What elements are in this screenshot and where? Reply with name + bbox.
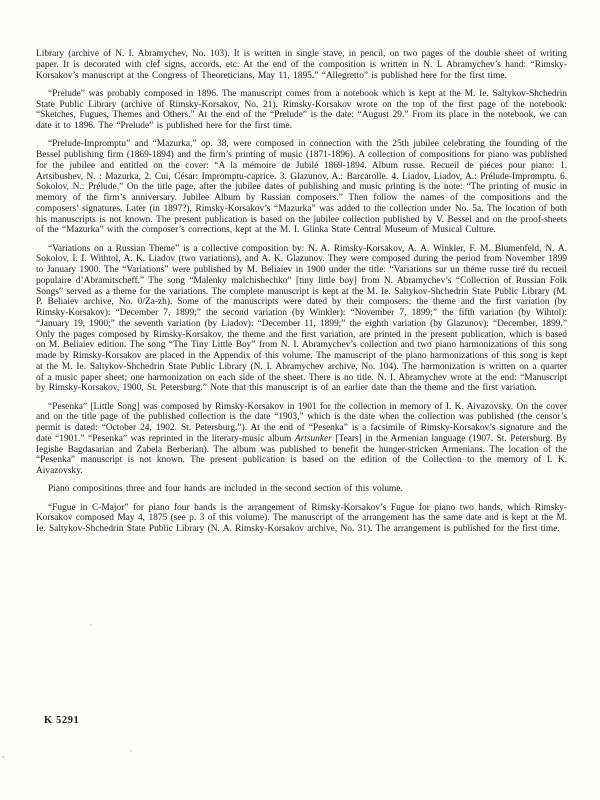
- paragraph-variations-russian-theme: “Variations on a Russian Theme” is a collective composition by: N. A. Rimsky-Korsakov, A. A. Winkler, F. M. Blumenfeld, N. A. Sokolov, I. I. Withtol, A. K. Liadov (two variations), and A. K. Glazunov. They were composed during the period from November 1899 to January 1900. The “Variations” were published by M. Beliaiev in 1900 under the title: “Variations sur un théme russe tiré du recueil populaire d’Abramitscheff.” The song “Malenky malchishechko” [tiny little boy] from N. Abramychev’s “Collection of Russian Folk Songs” served as a theme for the variations. The complete manuscript is kept at the M. Ie. Saltykov-Shchedrin State Public Library (M. P. Beliaiev archive, No. 0/Za-zh). Some of the manuscripts were dated by their composers: the theme and the first variation (by Rimsky-Korsakov): “December 7, 1899;” the second variation (by Winkler): “November 7, 1899;” the fifth variation (by Wihtol): “January 19, 1900;” the seventh variation (by Liadov): “December 11, 1899;” the eighth variation (by Glazunov): “December, 1899.” Only the pages composed by Rimsky-Korsakov, the theme and the first variation, are printed in the present publication, which is based on M. Beliaiev edition. The song “The Tiny Little Boy” from N. I. Abramychev’s collection and two piano harmonizations of this song made by Rimsky-Korsakov are placed in the Appendix of this volume. The manuscript of the piano harmonizations of this song is kept at the M. Ie. Saltykov-Shchedrin State Public Library (N. I. Abramychev archive, No. 104). The harmonization is written on a quarter of a music paper sheet; one harmonization on each side of the sheet. There is no title. N. I. Abramychev wrote at the end: “Manuscript by Rimsky-Korsakov, 1900, St. Petersburg.” Note that this manuscript is of an earlier date than the theme and the first variation.: [36, 243, 567, 394]
- plate-number: K 5291: [44, 715, 80, 726]
- paragraph-prelude: “Prelude” was probably composed in 1896. The manuscript comes from a notebook which is kept at the M. Ie. Saltykov-Shchedrin State Public Library (archive of Rimsky-Korsakov, No. 21). Rimsky-Korsakov wrote on the top of the first page of the notebook: “Sketches, Fugues, Themes and Others.” At the end of the “Prelude” is the date: “August 29.” From its place in the notebook, we can date it to 1896. The “Prelude” is published here for the first time.: [36, 88, 567, 131]
- paragraph-allegretto-continuation: Library (archive of N. I. Abramychev, No. 103). It is written in single stave, in pencil, on two pages of the double sheet of writing paper. It is decorated with clef signs, accords, etc. At the end of the composition is written in N. I. Abramychev’s hand: “Rimsky-Korsakov’s manuscript at the Congress of Theoreticians, May 11, 1895.” “Allegretto” is published here for the first time.: [36, 49, 567, 81]
- paragraph-piano-three-four-hands: Piano compositions three and four hands are included in the second section of this volume.: [48, 484, 403, 495]
- paragraph-pesenka: “Pesenka” [Little Song] was composed by Rimsky-Korsakov in 1901 for the collection in memory of I. K. Aivazovsky. On the cover and on the title page of the published collection is the date “1903,” which is the date when the collection was published (the censor’s permit is dated: “October 24, 1902. St. Petersburg.”). At the end of “Pesenka” is a facsimile of Rimsky-Korsakov’s signature and the date “1901.” “Pesenka” was reprinted in the literary-music album Artsunker [Tears] in the Armenian language (1907. St. Petersburg. By Iegishe Bagdasarian and Zabela Berberian). The album was published to benefit the hunger-stricken Armenians. The location of the “Pesenka” manuscript is not known. The present publication is based on the edition of the Collection to the memory of I. K. Aivazovsky.: [36, 401, 567, 476]
- paragraph-prelude-impromptu-mazurka: “Prelude-Impromptu” and “Mazurka,” op. 38, were composed in connection with the 25th jubilee celebrating the founding of the Bessel publishing firm (1869-1894) and the firm’s printing of music (1871-1896). A collection of compositions for piano was published for the jubilee and entitled on the cover: “A la mémoire de Jubilé 1869-1894. Album russe. Recueil de piéces pour piano: 1. Artsibushev, N. : Mazurka, 2. Cui, César: Impromptu-caprice. 3. Glazunov, A.: Barcarolle. 4. Liadov, Liadov, A.: Prélude-Impromptu. 6. Sokolov, N.: Prélude.” On the title page, after the jubilee dates of publishing and music printing is the note: “The printing of music in memory of the firm’s anniversary. Jubilee Album by Russian composers.” Then follow the names of the compositions and the composers’ signatures. Later (in 1897?), Rimsky-Korsakov’s “Mazurka” was added to the collection under No. 5a. The location of both his manuscripts is not known. The present publication is based on the jubilee collection published by V. Bessel and on the proof-sheets of the “Mazurka” with the composer’s corrections, kept at the M. I. Glinka State Central Museum of Musical Culture.: [36, 139, 567, 236]
- scan-speck: [90, 624, 92, 626]
- page-text-block: [36, 49, 567, 542]
- paragraph-fugue-c-major: “Fugue in C-Major” for piano four hands is the arrangement of Rimsky-Korsakov’s Fugue for piano two hands, which Rimsky-Korsakov composed May 4, 1875 (see p. 3 of this volume). The manuscript of the arrangement has the same date and is kept at the M. Ie. Saltykov-Shchedrin State Public Library (N. A. Rimsky-Korsakov archive, No. 31). The arrangement is published for the first time.: [36, 502, 567, 534]
- scan-speck: [130, 750, 132, 752]
- scan-speck: [2, 756, 5, 758]
